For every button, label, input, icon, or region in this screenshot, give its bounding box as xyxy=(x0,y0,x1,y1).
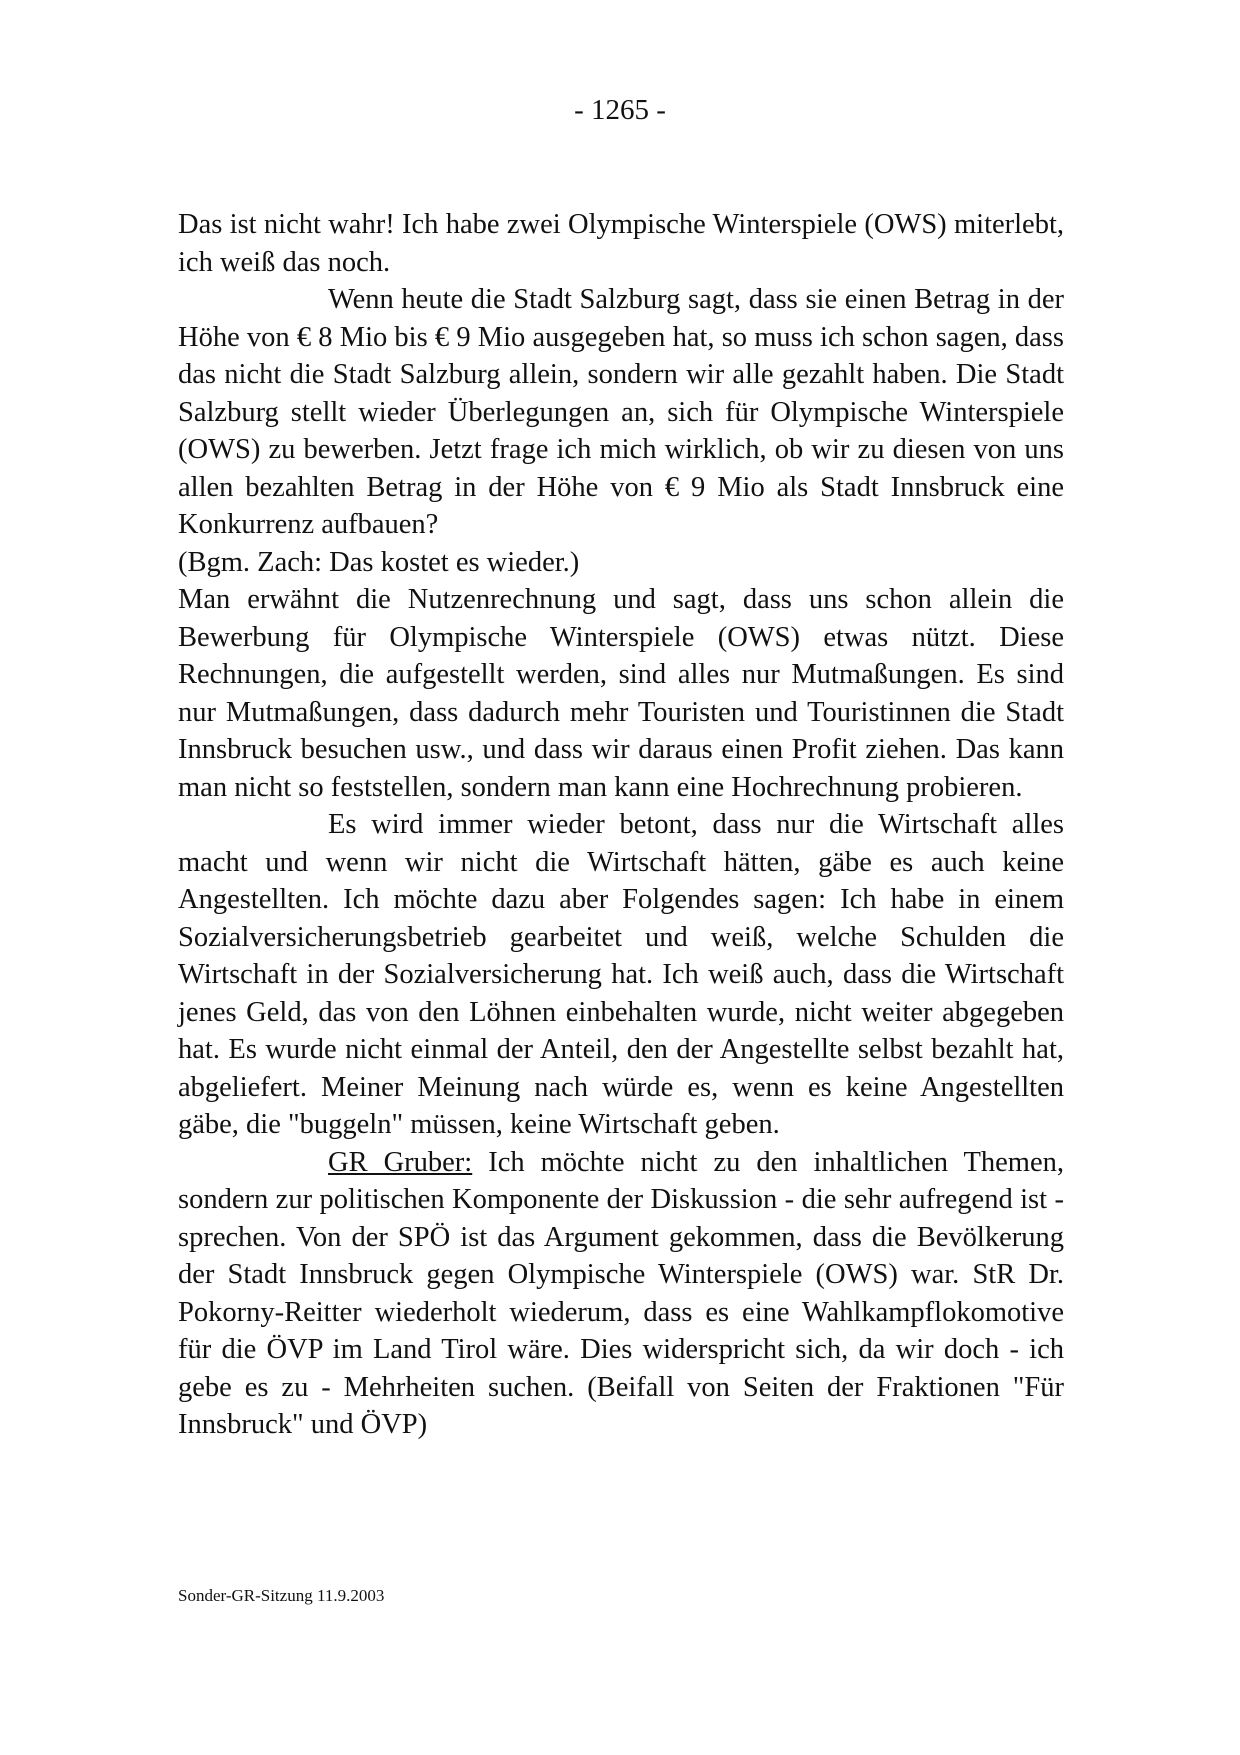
interjection: (Bgm. Zach: Das kostet es wieder.) xyxy=(178,546,580,578)
speaker-text: Ich möchte nicht zu den inhaltlichen Themen, sondern zur politischen Komponente der Diskussion - die sehr aufregend ist - sprechen. Von der SPÖ ist das Argument gekommen, dass die Bevölkerung der Stadt Innsbruck gegen Olympische Winterspiele (OWS) war. StR Dr. Pokorny-Reitter wiederholt wiederum, dass es eine Wahlkampflokomotive für die ÖVP im Land Tirol wäre. Dies widerspricht sich, da wir doch - ich gebe es zu - Mehrheiten suchen. (Beifall von Seiten der Fraktionen "Für Innsbruck" und ÖVP) xyxy=(178,1146,1064,1440)
paragraph: Es wird immer wieder betont, dass nur die Wirtschaft alles macht und wenn wir nicht die Wirtschaft hätten, gäbe es auch keine Angestellten. Ich möchte dazu aber Folgendes sagen: Ich habe in einem Sozialversicherungsbetrieb gearbeitet und weiß, welche Schulden die Wirtschaft in der Sozialversicherung hat. Ich weiß auch, dass die Wirtschaft jenes Geld, das von den Löhnen einbehalten wurde, nicht weiter abgegeben hat. Es wurde nicht einmal der Anteil, den der Angestellte selbst bezahlt hat, abgeliefert. Meiner Meinung nach würde es, wenn es keine Angestellten gäbe, die "buggeln" müssen, keine Wirtschaft geben. xyxy=(178,809,1064,1140)
document-body xyxy=(178,206,1064,1444)
speaker-name: GR Gruber: xyxy=(328,1146,473,1178)
paragraph: Das ist nicht wahr! Ich habe zwei Olympische Winterspiele (OWS) miterlebt, ich weiß das noch. xyxy=(178,209,1064,278)
speaker-paragraph xyxy=(178,1144,1064,1444)
paragraph: Man erwähnt die Nutzenrechnung und sagt, dass uns schon allein die Bewerbung für Olympische Winterspiele (OWS) etwas nützt. Diese Rechnungen, die aufgestellt werden, sind alles nur Mutmaßungen. Es sind nur Mutmaßungen, dass dadurch mehr Touristen und Touristinnen die Stadt Innsbruck besuchen usw., und dass wir daraus einen Profit ziehen. Das kann man nicht so feststellen, sondern man kann eine Hochrechnung probieren. xyxy=(178,584,1064,803)
paragraph: Wenn heute die Stadt Salzburg sagt, dass sie einen Betrag in der Höhe von € 8 Mio bis € 9 Mio ausgegeben hat, so muss ich schon sagen, dass das nicht die Stadt Salzburg allein, sondern wir alle gezahlt haben. Die Stadt Salzburg stellt wieder Überlegungen an, sich für Olympische Winterspiele (OWS) zu bewerben. Jetzt frage ich mich wirklich, ob wir zu diesen von uns allen bezahlten Betrag in der Höhe von € 9 Mio als Stadt Innsbruck eine Konkurrenz aufbauen? xyxy=(178,284,1064,540)
footer: Sonder-GR-Sitzung 11.9.2003 xyxy=(178,1586,385,1605)
page-number: - 1265 - xyxy=(574,94,666,126)
